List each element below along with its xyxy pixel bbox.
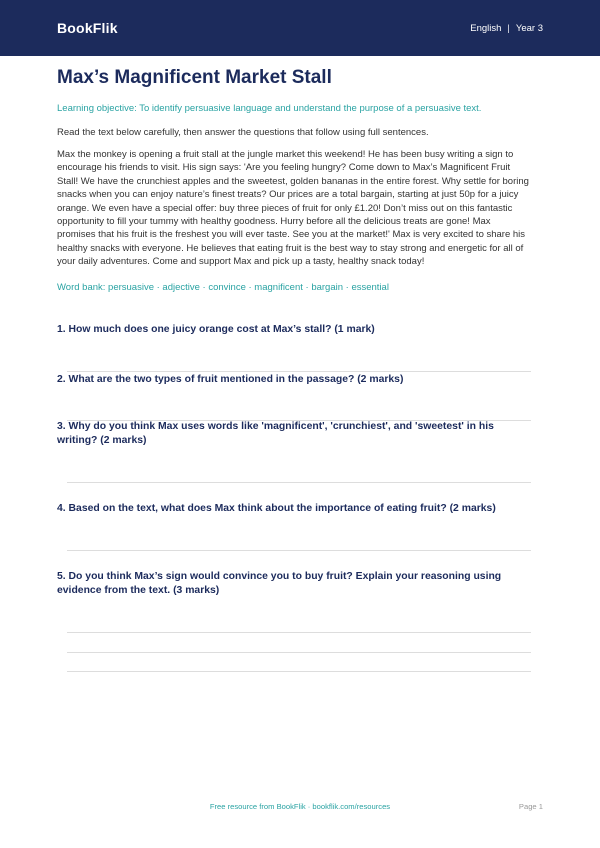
header-bar (0, 0, 600, 56)
subject-year (470, 23, 543, 34)
reading-passage: Max the monkey is opening a fruit stall at the jungle market this weekend! He has been busy writing a sign to encourage his friends to visit. His sign says: 'Are you feeling hungry? Come down to Max’s Magnificent Fruit Stall! We have the crunchiest apples and the sweetest, golden bananas in the entire forest. Why settle for boring snacks when you can enjoy nature’s finest treats? Our prices are a total bargain, starting at just 50p for a juicy orange. We even have a special offer: buy three pieces of fruit for only £1.20! Don’t miss out on this fantastic opportunity to fill your tummy with healthy goodness. Hurry before all the delicious treats are gone! Max promises that his fruit is the freshest you will ever taste. See you at the market!' Max is very excited to share his healthy snacks with everyone. He believes that eating fruit is the best way to stay strong and energetic for all of your daily adventures. Come and support Max and pick up a tasty, healthy snack today! (57, 149, 529, 268)
word-bank: Word bank: persuasive · adjective · convince · magnificent · bargain · essential (57, 281, 389, 293)
page-title: Max’s Magnificent Market Stall (57, 67, 332, 88)
instructions: Read the text below carefully, then answer the questions that follow using full sentences. (57, 127, 429, 138)
worksheet-body (57, 66, 531, 294)
answer-line[interactable] (67, 671, 531, 672)
answer-line[interactable] (67, 652, 531, 653)
meta-separator: | (507, 22, 510, 34)
page-footer (0, 802, 600, 814)
footer-credit[interactable]: Free resource from BookFlik · bookflik.com/resources (209, 802, 391, 811)
question-5: 5. Do you think Max’s sign would convince you to buy fruit? Explain your reasoning using evidence from the text. (3 marks) (57, 571, 502, 596)
question-1: 1. How much does one juicy orange cost at Max’s stall? (1 mark) (57, 324, 375, 335)
year-label: Year 3 (515, 22, 543, 34)
answer-line[interactable] (67, 371, 531, 372)
learning-objective: Learning objective: To identify persuasive language and understand the purpose of a persuasive text. (57, 103, 482, 114)
question-4: 4. Based on the text, what does Max think about the importance of eating fruit? (2 marks) (57, 503, 496, 514)
answer-line[interactable] (67, 550, 531, 551)
question-2: 2. What are the two types of fruit mentioned in the passage? (2 marks) (57, 374, 404, 385)
subject-label: English (470, 22, 502, 34)
answer-line[interactable] (67, 482, 531, 483)
brand-logo: BookFlik (57, 20, 118, 36)
question-3: 3. Why do you think Max uses words like 'magnificent', 'crunchiest', and 'sweetest' in his writing? (2 marks) (57, 421, 494, 446)
page-number: Page 1 (518, 802, 543, 811)
answer-line[interactable] (67, 632, 531, 633)
